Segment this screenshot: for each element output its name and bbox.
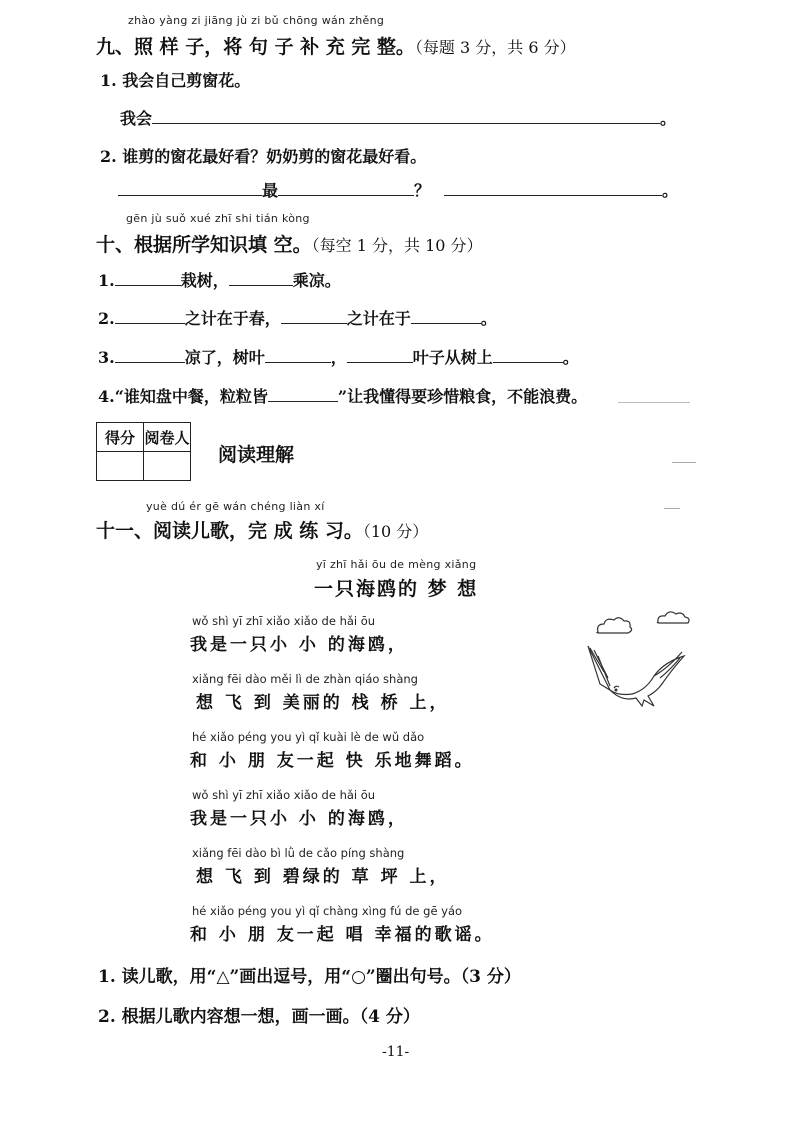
q10-l2-blank-1[interactable]	[115, 307, 185, 324]
q11-task-2: 2. 根据儿歌内容想一想，画一画。（4 分）	[98, 1007, 420, 1027]
q10-l1-b: 乘凉。	[292, 271, 341, 290]
q10-l1-a: 栽树，	[180, 271, 229, 290]
poem-line-6: 和 小 朋 友一起 唱 幸福的歌谣。	[190, 925, 495, 945]
q9-heading	[96, 32, 576, 59]
q10-l2-blank-2[interactable]	[281, 307, 347, 324]
q10-l3-blank-4[interactable]	[493, 346, 563, 363]
cloud-icon	[657, 612, 689, 623]
q10-l2-b: 之计在于	[346, 309, 411, 328]
poem-line-4: 我是一只小 小 的海鸥，	[190, 809, 408, 829]
q9-item2-q: ？	[414, 181, 431, 200]
q9-item2-blank-3[interactable]	[444, 179, 662, 196]
q9-score: （每题 3 分，共 6 分）	[414, 38, 576, 57]
q11-pinyin: yuè dú ér gē wán chéng liàn xí	[146, 500, 325, 513]
poem-line-2-pinyin: xiǎng fēi dào měi lì de zhàn qiáo shàng	[192, 672, 418, 686]
grader-cell[interactable]	[144, 452, 191, 481]
poem-line-4-pinyin: wǒ shì yī zhī xiǎo xiǎo de hǎi ōu	[192, 788, 376, 802]
cloud-icon	[597, 618, 632, 633]
poem-line-6-pinyin: hé xiǎo péng you yì qǐ chàng xìng fú de gē yáo	[192, 904, 463, 918]
scan-mark	[672, 462, 696, 463]
q10-l4-num: 4.	[98, 387, 115, 406]
q10-l3-blank-1[interactable]	[115, 346, 185, 363]
q10-line-1	[98, 268, 341, 291]
q11-task-1: 1. 读儿歌，用“△”画出逗号，用“○”圈出句号。（3 分）	[98, 967, 521, 987]
poem-line-3: 和 小 朋 友一起 快 乐地舞蹈。	[190, 751, 475, 771]
score-label: 得分	[97, 423, 144, 452]
q10-l3-a: 凉了，树叶	[184, 348, 265, 367]
q10-l2-num: 2.	[98, 309, 115, 328]
q10-l3-comma: ，	[330, 348, 347, 367]
seagull-illustration	[580, 606, 710, 726]
q10-l3-blank-2[interactable]	[265, 346, 331, 363]
grader-label: 阅卷人	[144, 423, 191, 452]
q9-item1-prefix: 我会	[120, 109, 153, 128]
q11-heading	[96, 516, 428, 543]
q10-title: 十、根据所学知识填 空。	[96, 234, 312, 256]
page-number: -11-	[382, 1044, 410, 1060]
q10-l2-blank-3[interactable]	[411, 307, 481, 324]
q9-item1-answer-line	[120, 106, 676, 129]
q9-item2-blank-1[interactable]	[118, 179, 262, 196]
q10-l2-end: 。	[480, 309, 497, 328]
q9-item2-answer-line	[118, 178, 678, 201]
q9-item1-blank[interactable]	[152, 107, 660, 124]
q9-item2: 2. 谁剪的窗花最好看？奶奶剪的窗花最好看。	[100, 147, 427, 166]
q10-pinyin: gēn jù suǒ xué zhī shi tián kòng	[126, 212, 310, 225]
q9-item2-mid: 最	[262, 181, 279, 200]
poem-line-1-pinyin: wǒ shì yī zhī xiǎo xiǎo de hǎi ōu	[192, 614, 376, 628]
q9-pinyin: zhào yàng zi jiāng jù zi bǔ chōng wán zhěng	[128, 14, 385, 27]
q10-line-4	[98, 384, 587, 407]
q11-title: 十一、阅读儿歌，完 成 练 习。	[96, 520, 363, 542]
q11-score: （10 分）	[362, 522, 429, 541]
q10-l4-a: “谁知盘中餐，粒粒皆	[114, 387, 268, 406]
poem-title: 一只海鸥的 梦 想	[314, 578, 479, 600]
q10-l3-blank-3[interactable]	[347, 346, 413, 363]
q10-l3-b: 叶子从树上	[412, 348, 493, 367]
poem-line-5: 想 飞 到 碧绿的 草 坪 上，	[196, 867, 450, 887]
poem-line-5-pinyin: xiǎng fēi dào bì lǜ de cǎo píng shàng	[192, 846, 405, 860]
q9-item2-blank-2[interactable]	[278, 179, 414, 196]
poem-line-2: 想 飞 到 美丽的 栈 桥 上，	[196, 693, 450, 713]
scan-mark	[664, 508, 680, 509]
poem-line-3-pinyin: hé xiǎo péng you yì qǐ kuài lè de wǔ dǎo	[192, 730, 425, 744]
poem-line-1: 我是一只小 小 的海鸥，	[190, 635, 408, 655]
score-box	[96, 422, 191, 481]
poem-title-pinyin: yī zhī hǎi ōu de mèng xiǎng	[316, 558, 477, 571]
q9-item1: 1. 我会自己剪窗花。	[100, 71, 251, 90]
q10-l1-blank-2[interactable]	[229, 269, 293, 286]
q9-item2-end: 。	[662, 181, 679, 200]
q10-l2-a: 之计在于春，	[184, 309, 281, 328]
q10-line-3	[98, 345, 579, 368]
q10-l4-b: ”让我懂得要珍惜粮食，不能浪费。	[337, 387, 588, 406]
score-cell[interactable]	[97, 452, 144, 481]
q10-l3-num: 3.	[98, 348, 115, 367]
q10-heading	[96, 230, 483, 257]
scan-mark	[618, 402, 690, 403]
section-title: 阅读理解	[218, 444, 295, 466]
q10-l1-num: 1.	[98, 271, 115, 290]
q10-l3-end: 。	[562, 348, 579, 367]
q10-l4-blank[interactable]	[268, 385, 338, 402]
q9-item1-end: 。	[660, 109, 677, 128]
q10-line-2	[98, 306, 497, 329]
q10-l1-blank-1[interactable]	[115, 269, 181, 286]
q9-title: 九、照 样 子，将 句 子 补 充 完 整。	[96, 36, 415, 58]
q10-score: （每空 1 分，共 10 分）	[311, 236, 483, 255]
